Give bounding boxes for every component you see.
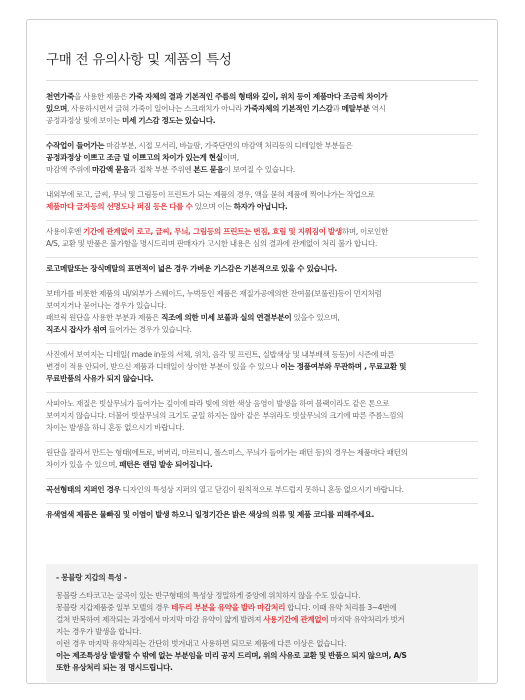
body-text: 몽블랑 지갑제품중 일부 모델의 경우 (56, 603, 172, 612)
body-text: 역시 (369, 104, 386, 113)
body-text: 사진에서 보여지는 디테일( made in등의 서체, 위치, 음각 및 프린트, 실밥색상 및 내부배색 등등)이 시즌에 따른 (46, 350, 395, 359)
bold-text: 로고메탈또는 장식메탈의 표면적이 넓은 경우 가벼운 기스감은 기본적으로 있을 수 있습니다. (46, 264, 337, 273)
notice-section (46, 442, 478, 479)
body-text: , 사용하시면서 긁혀 가죽이 일어나는 스크래치가 아니라 (66, 104, 245, 113)
montblanc-notice-box (46, 564, 478, 682)
body-text: 보여지거나 묻어나는 경우가 있습니다. (46, 301, 167, 310)
body-text: 합니다. 이때 유약 처리를 3~4번에 (285, 603, 397, 612)
text-line (46, 189, 478, 201)
bold-text: 본드 묻음 (193, 165, 224, 174)
body-text: 원단을 잘라서 만드는 형태(에트로, 버버리, 마르티니, 폴스미스, 무늬가 들어가는 패턴 등)의 경우는 제품마다 패턴의 (46, 448, 408, 457)
body-text: 과 (332, 104, 342, 113)
text-line (56, 650, 468, 662)
body-text: 걸쳐 반복하여 제작되는 과정에서 마지막 마감 유약이 얇게 발려져 (56, 615, 264, 624)
montblanc-notice-heading: - 몽블랑 지갑의 특성 - (56, 573, 127, 582)
text-line (56, 602, 468, 614)
text-line (46, 226, 478, 238)
text-line (46, 312, 478, 324)
body-text: 패브릭 원단을 사용한 부분과 제품은 (46, 313, 162, 322)
bold-text: 패턴은 랜덤 발송 되어집니다. (119, 460, 213, 469)
body-text: 차이가 있을 수 있으며, (46, 460, 120, 469)
bold-text: 있으며 (46, 104, 67, 113)
bold-text: 가죽자체의 기본적인 기스감 (244, 104, 333, 113)
body-text: 이 보여질 수 있습니다. (223, 165, 295, 174)
body-text: 몽블랑 스타코고는 굴곡이 있는 반구형태의 특성상 정밀하게 중앙에 위치하지 않을 수도 있습니다. (56, 591, 361, 600)
highlight-text: 테두리 부분을 유약을 발라 마감처리 (171, 603, 286, 612)
text-line (46, 300, 478, 312)
text-line (46, 361, 478, 373)
body-text: 있으며 이는 (192, 202, 234, 211)
text-line (46, 288, 478, 300)
body-text: 공정과정상 빛에 보이는 (46, 116, 123, 125)
notice-section (46, 504, 478, 528)
notice-section (46, 479, 478, 504)
highlight-text: 기간에 관계없이 로고, 글씨, 무늬, 그림등의 프린트는 번짐, 흐림 및 지워짐이 발생 (83, 227, 342, 236)
body-text: 들어가는 경우가 있습니다. (106, 325, 192, 334)
bold-text: 마감액 묻음 (92, 165, 130, 174)
bold-text: 유색염색 제품은 물빠짐 및 이염이 발생 하오니 일정기간은 밝은 색상의 의류 및 제품 코디를 피해주세요. (46, 510, 375, 519)
text-line (46, 201, 478, 213)
text-line (46, 103, 478, 115)
text-line (56, 614, 468, 626)
text-line (56, 590, 468, 602)
text-line (56, 626, 468, 638)
notice-section (46, 344, 478, 393)
bold-text: 이는 정품여부와 무관하며 , 무료교환 및 (280, 362, 407, 371)
body-text: 보테가를 비롯한 제품의 내/외부가 스웨이드, 누벅등인 제품은 재질가공에의한 잔여물(보풀린)등이 먼지처럼 (46, 289, 382, 298)
text-line (46, 140, 478, 152)
text-line (46, 238, 478, 250)
text-line (56, 662, 468, 674)
highlight-text: 제품마다 글자등의 선명도나 퍼짐 등은 다를 수 (46, 202, 193, 211)
text-line (46, 410, 478, 422)
text-line (46, 509, 478, 521)
body-text: 사용이후엔 (46, 227, 83, 236)
text-line (46, 398, 478, 410)
body-text: 마감액 주위에 (46, 165, 93, 174)
text-line (46, 115, 478, 127)
body-text: 차이는 발생을 하니 혼동 없으시기 바랍니다. (46, 423, 185, 432)
text-line (46, 164, 478, 176)
text-line (46, 263, 478, 275)
highlight-text: 사용기간에 관계없이 (263, 615, 329, 624)
page-title: 구매 전 유의사항 및 제품의 특성 (46, 48, 478, 81)
bold-text: 천연가죽 (46, 92, 74, 101)
bold-text: 직조시 잡사가 섞여 (46, 325, 107, 334)
bold-text: 이는 제조특성상 발생할 수 밖에 없는 부분임을 미리 공지 드리며, 위의 사유로 교환 및 반품으 되지 않으며, A/S (56, 651, 407, 660)
body-text: 하며, 이로인한 (341, 227, 388, 236)
notice-section (46, 184, 478, 221)
bold-text: 곡선형태의 지퍼인 경우 (46, 485, 121, 494)
body-text: 이런 경우 마지막 유약처리는 간단히 벗겨내고 사용하면 되므로 제품에 다른 이상은 없습니다. (56, 639, 347, 648)
bold-text: 무료반품의 사유가 되지 않습니다. (46, 374, 154, 383)
text-line (46, 459, 478, 471)
notice-section (46, 221, 478, 258)
notice-section (46, 81, 478, 135)
text-line (46, 484, 478, 496)
text-line (56, 638, 468, 650)
text-line (46, 422, 478, 434)
body-text: 지는 경우가 발생을 합니다. (56, 627, 142, 636)
bold-text: 미세 기스감 정도는 있습니다. (122, 116, 216, 125)
body-text: 사피아노 재질은 빗살무늬가 들어가는 깊이에 따라 빛에 의한 색상 음영이 발생을 하여 블랙이라도 같은 톤으로 (46, 399, 390, 408)
bold-text: 직조에 의한 미세 보풀과 실의 연결부분이 (161, 313, 292, 322)
body-text: 마지막 유약처리가 벗겨 (328, 615, 405, 624)
text-line (46, 349, 478, 361)
bold-text: 가죽 자체의 결과 기본적인 주름의 형태와 깊이, 위치 등이 제품마다 조금씩 차이가 (129, 92, 388, 101)
notice-sections (46, 81, 478, 528)
notice-section (46, 283, 478, 344)
bold-text: 또한 유상처리 되는 점 명시드립니다. (56, 663, 173, 672)
notice-section (46, 135, 478, 184)
text-line (46, 152, 478, 164)
bold-text: 공정과정상 이쁘고 조금 덜 이쁘고의 차이가 있는게 현실 (46, 153, 223, 162)
montblanc-notice-body (56, 590, 468, 674)
bold-text: 메탈부분 (341, 104, 370, 113)
body-text: A/S, 교환 및 반품은 불가함을 명시드리며 판매자가 고시한 내용은 심의 결과에 관계없이 처리 불가 합니다. (46, 239, 377, 248)
notice-card (26, 19, 498, 684)
bold-text: 수작업이 들어가는 (46, 141, 105, 150)
body-text: 과 접착 부분 주위엔 (129, 165, 194, 174)
notice-section (46, 258, 478, 283)
text-line (46, 373, 478, 385)
body-text: 내외부에 로고, 글씨, 무늬 및 그림등이 프린트가 되는 제품의 경우, 액을 묻혀 제품에 찍어나가는 작업으로 (46, 190, 375, 199)
body-text: 변경이 적용 안되어, 받으신 제품과 디테일이 상이한 부분이 있을 수 있으나 (46, 362, 281, 371)
text-line (46, 91, 478, 103)
notice-section (46, 393, 478, 442)
bold-text: 하자가 아닙니다. (233, 202, 288, 211)
text-line (46, 324, 478, 336)
body-text: 있을수 있으며, (291, 313, 340, 322)
body-text: 을 사용한 제품은 (73, 92, 130, 101)
body-text: 디자인의 특성상 지퍼의 열고 닫김이 원칙적으로 부드럽지 못하니 혼동 없으시기 바랍니다. (120, 485, 404, 494)
body-text: 마감부분, 시접 모서리, 바늘땀, 가죽단면의 마감액 처리등의 디테일한 부분들은 (104, 141, 353, 150)
text-line (46, 447, 478, 459)
body-text: 이며, (222, 153, 239, 162)
body-text: 보여지지 않습니다. 더불어 빗살무늬의 크기도 균일 하지는 않아 같은 부위라도 빗살무늬의 크기에 따른 주름느낌의 (46, 411, 404, 420)
